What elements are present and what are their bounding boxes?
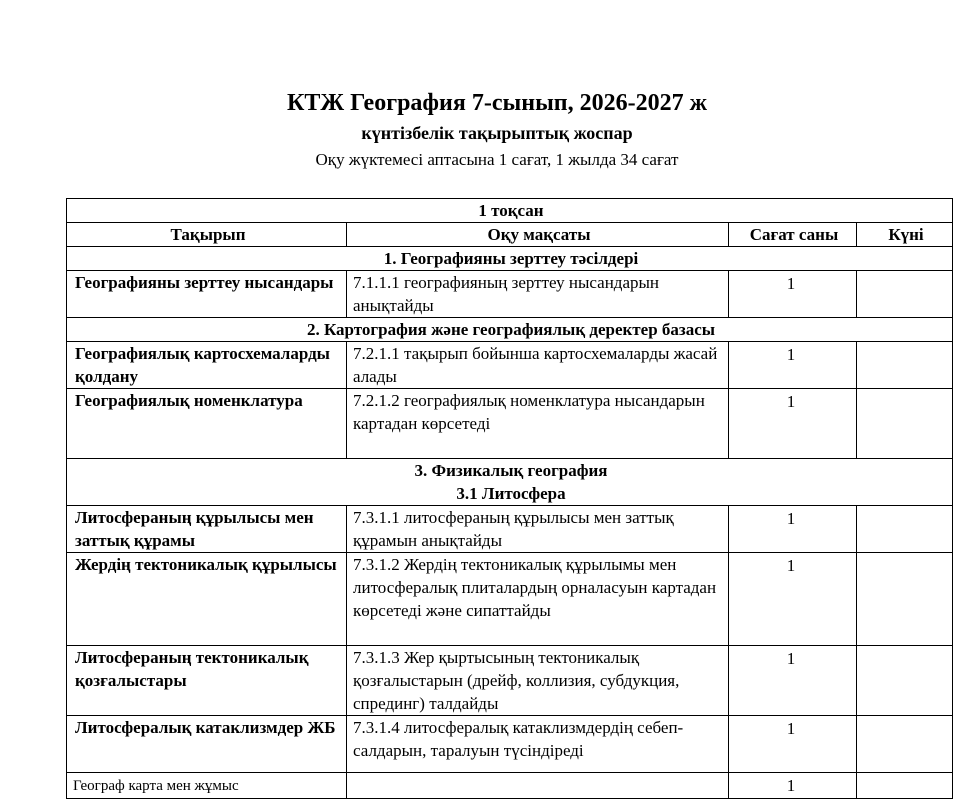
header-topic: Тақырып bbox=[67, 223, 347, 247]
hours-cell: 1 bbox=[729, 553, 857, 646]
hours-cell: 1 bbox=[729, 646, 857, 716]
header-date: Күні bbox=[857, 223, 953, 247]
study-load-note: Оқу жүктемесі аптасына 1 сағат, 1 жылда 34 сағат bbox=[315, 150, 679, 169]
hours-cell: 1 bbox=[729, 342, 857, 389]
topic-cell: Географиялық картосхемаларды қолдану bbox=[67, 342, 347, 389]
date-cell bbox=[857, 773, 953, 799]
header-row bbox=[67, 223, 953, 247]
hours-cell: 1 bbox=[729, 389, 857, 459]
objective-cell: 7.3.1.2 Жердің тектоникалық құрылымы мен литосфералық плиталардың орналасуын картадан көрсетеді және сипаттайды bbox=[347, 553, 729, 646]
table-row bbox=[67, 553, 953, 646]
table-row bbox=[67, 271, 953, 318]
objective-cell: 7.2.1.1 тақырып бойынша картосхемаларды жасай алады bbox=[347, 342, 729, 389]
table-row bbox=[67, 389, 953, 459]
topic-cell: Географиялық номенклатура bbox=[67, 389, 347, 459]
section-row bbox=[67, 318, 953, 342]
section-row bbox=[67, 247, 953, 271]
date-cell bbox=[857, 506, 953, 553]
subsection-title: 3.1 Литосфера bbox=[456, 484, 566, 503]
hours-cell: 1 bbox=[729, 773, 857, 799]
table-row bbox=[67, 646, 953, 716]
hours-cell: 1 bbox=[729, 506, 857, 553]
section-title: 3. Физикалық география bbox=[414, 461, 608, 480]
objective-cell: 7.1.1.1 географияның зерттеу нысандарын анықтайды bbox=[347, 271, 729, 318]
objective-cell: 7.2.1.2 географиялық номенклатура нысандарын картадан көрсетеді bbox=[347, 389, 729, 459]
section-title: 2. Картография және географиялық деректер базасы bbox=[67, 318, 953, 342]
thematic-plan-table bbox=[66, 198, 953, 799]
date-cell bbox=[857, 716, 953, 773]
date-cell bbox=[857, 271, 953, 318]
topic-cell: Литосфералық катаклизмдер ЖБ bbox=[67, 716, 347, 773]
topic-cell: Литосфераның тектоникалық қозғалыстары bbox=[67, 646, 347, 716]
topic-cell: Литосфераның құрылысы мен заттық құрамы bbox=[67, 506, 347, 553]
quarter-row bbox=[67, 199, 953, 223]
topic-cell: Жердің тектоникалық құрылысы bbox=[67, 553, 347, 646]
table-row bbox=[67, 342, 953, 389]
date-cell bbox=[857, 646, 953, 716]
date-cell bbox=[857, 389, 953, 459]
date-cell bbox=[857, 342, 953, 389]
page-title: КТЖ География 7-сынып, 2026-2027 ж bbox=[286, 90, 708, 116]
topic-cell: Географияны зерттеу нысандары bbox=[67, 271, 347, 318]
quarter-label: 1 тоқсан bbox=[67, 199, 953, 223]
section-row bbox=[67, 459, 953, 506]
table-row bbox=[67, 716, 953, 773]
hours-cell: 1 bbox=[729, 716, 857, 773]
date-cell bbox=[857, 553, 953, 646]
page-subtitle: күнтізбелік тақырыптық жоспар bbox=[361, 123, 633, 143]
section-title-block bbox=[67, 459, 953, 506]
objective-cell: 7.3.1.3 Жер қыртысының тектоникалық қозғалыстарын (дрейф, коллизия, субдукция, спрединг) талдайды bbox=[347, 646, 729, 716]
table-row bbox=[67, 506, 953, 553]
section-title: 1. Географияны зерттеу тәсілдері bbox=[67, 247, 953, 271]
table-row bbox=[67, 773, 953, 799]
topic-cell: Географ карта мен жұмыс bbox=[67, 773, 347, 799]
header-hours: Сағат саны bbox=[729, 223, 857, 247]
objective-cell: 7.3.1.1 литосфераның құрылысы мен заттық құрамын анықтайды bbox=[347, 506, 729, 553]
header-objective: Оқу мақсаты bbox=[347, 223, 729, 247]
hours-cell: 1 bbox=[729, 271, 857, 318]
objective-cell: 7.3.1.4 литосфералық катаклизмдердің себеп-салдарын, таралуын түсіндіреді bbox=[347, 716, 729, 773]
objective-cell bbox=[347, 773, 729, 799]
